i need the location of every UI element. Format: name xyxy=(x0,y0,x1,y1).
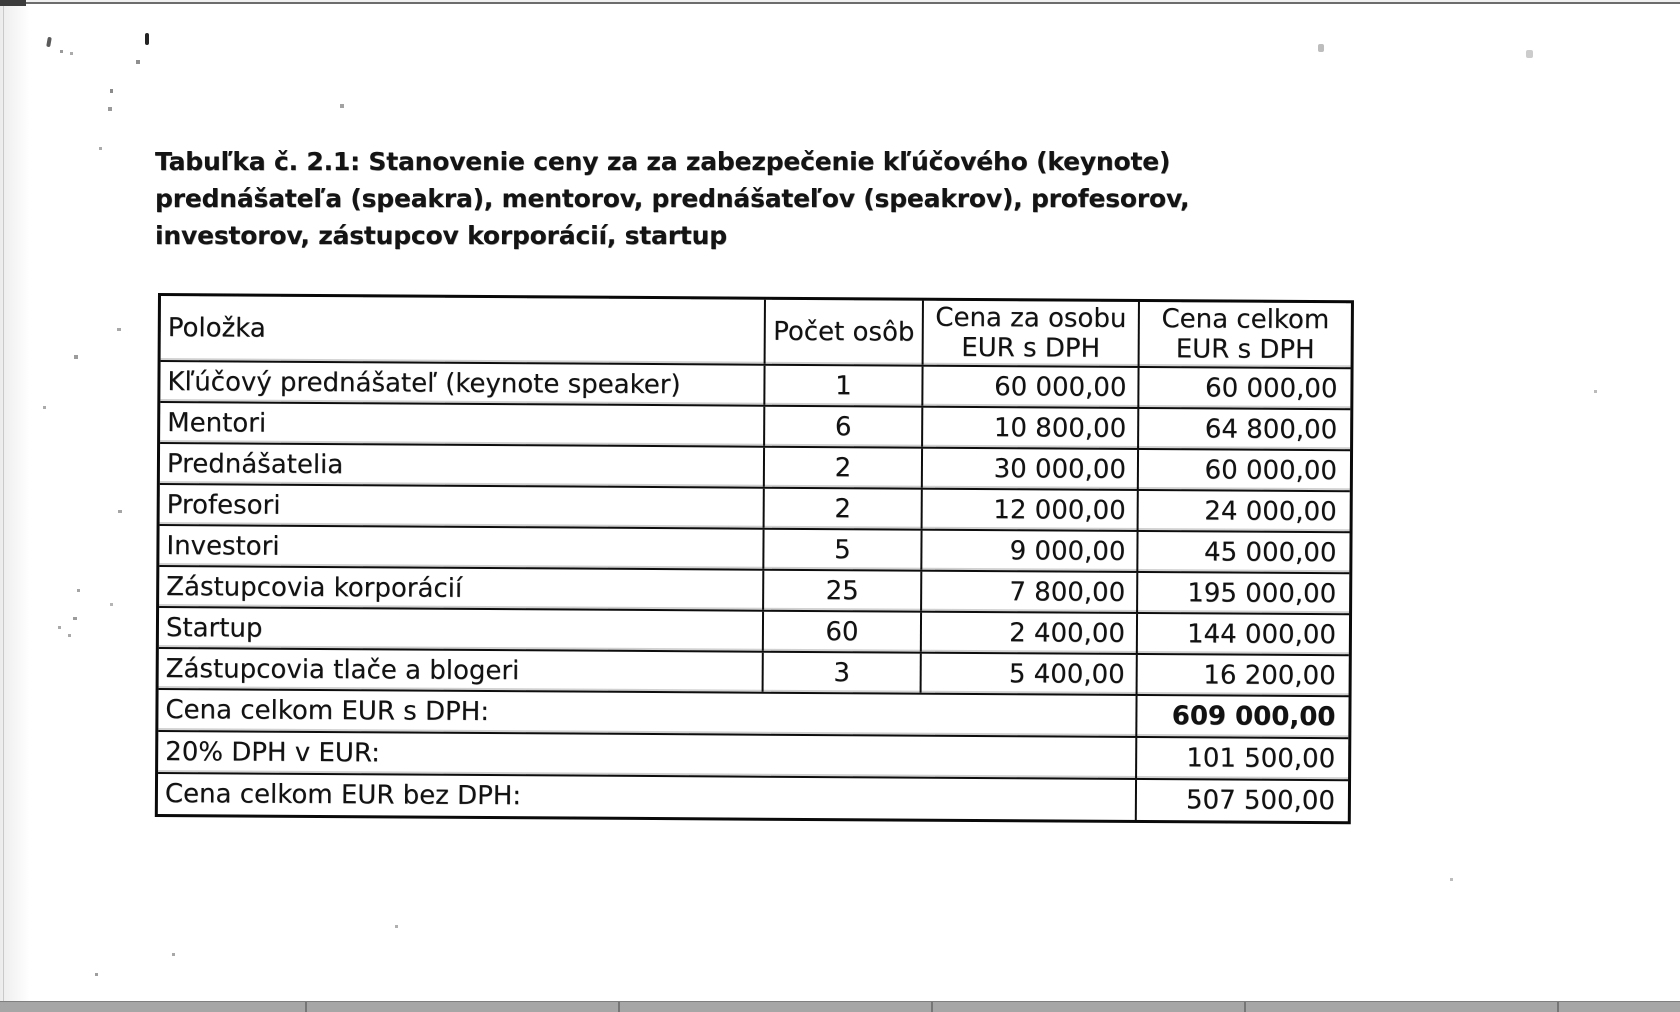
cell-count: 60 xyxy=(764,612,922,652)
scan-speck xyxy=(110,89,113,93)
summary-value: 101 500,00 xyxy=(1186,743,1336,775)
cell-unit-price: 60 000,00 xyxy=(923,367,1139,407)
scan-speck xyxy=(70,52,73,55)
table-row xyxy=(160,360,1350,408)
summary-value: 609 000,00 xyxy=(1171,701,1336,733)
table-row xyxy=(160,483,1350,531)
table-header-row xyxy=(161,296,1351,367)
cell-unit-price: 9 000,00 xyxy=(922,531,1138,571)
scan-speck xyxy=(340,104,344,108)
header-total-line-1: Cena celkom xyxy=(1161,304,1330,336)
scan-speck xyxy=(395,925,398,928)
table-row xyxy=(159,565,1349,613)
scan-speck xyxy=(118,510,122,513)
cell-total: 144 000,00 xyxy=(1186,618,1337,650)
scan-speck xyxy=(60,50,63,53)
scan-speck xyxy=(77,589,80,592)
table-title-line-1: Tabuľka č. 2.1: Stanovenie ceny za za zabezpečenie kľúčového (keynote) xyxy=(155,147,1171,176)
cell-item: Prednášatelia xyxy=(160,444,765,487)
cell-unit-price: 12 000,00 xyxy=(923,490,1139,530)
bottom-edge-tick xyxy=(618,1002,620,1012)
cell-total: 16 200,00 xyxy=(1203,659,1336,691)
header-cell-unit-price xyxy=(924,301,1140,366)
header-unit-price-line-2: EUR s DPH xyxy=(961,332,1101,364)
pricing-table xyxy=(155,293,1354,824)
bottom-edge-tick xyxy=(931,1002,933,1012)
cell-count: 6 xyxy=(765,407,923,447)
header-cell-item: Položka xyxy=(161,296,766,364)
scan-speck xyxy=(99,147,102,150)
header-total-line-2: EUR s DPH xyxy=(1175,334,1315,366)
cell-item: Mentori xyxy=(160,403,765,446)
cell-item: Startup xyxy=(159,608,764,651)
page-left-edge-shading xyxy=(0,0,30,1012)
scan-speck xyxy=(58,626,61,629)
scan-speck xyxy=(1526,50,1533,58)
cell-total: 195 000,00 xyxy=(1187,577,1337,609)
summary-row-total-with-vat xyxy=(158,688,1348,737)
cell-count: 25 xyxy=(764,571,922,611)
table-row xyxy=(159,606,1349,654)
scan-speck xyxy=(95,973,98,976)
scan-speck xyxy=(73,617,77,620)
cell-item: Profesori xyxy=(160,485,765,528)
scan-speck xyxy=(117,328,121,331)
bottom-edge-tick xyxy=(1244,1002,1246,1012)
header-unit-price-line-1: Cena za osobu xyxy=(935,302,1127,334)
scan-speck xyxy=(136,60,140,64)
page-top-edge-line xyxy=(0,2,1680,4)
cell-count: 5 xyxy=(764,530,922,570)
scan-speck xyxy=(68,634,71,637)
scan-speck xyxy=(46,37,52,48)
table-title-line-2: prednášateľa (speakra), mentorov, prednášateľov (speakrov), profesorov, xyxy=(155,184,1190,213)
scan-speck xyxy=(172,953,175,956)
page-bottom-edge xyxy=(0,1001,1680,1012)
scan-speck xyxy=(145,33,149,45)
table-row xyxy=(160,401,1350,449)
scan-speck xyxy=(1450,878,1453,881)
header-cell-total xyxy=(1140,302,1351,367)
summary-label: 20% DPH v EUR: xyxy=(158,732,1137,778)
summary-row-vat-amount xyxy=(158,730,1348,779)
cell-total: 60 000,00 xyxy=(1204,454,1338,486)
cell-unit-price: 30 000,00 xyxy=(923,449,1139,489)
cell-unit-price: 5 400,00 xyxy=(922,654,1138,694)
scan-speck xyxy=(1318,44,1324,52)
summary-label: Cena celkom EUR s DPH: xyxy=(158,690,1137,736)
table-row xyxy=(160,442,1350,490)
scan-speck xyxy=(1594,390,1597,393)
scan-speck xyxy=(43,406,46,409)
header-cell-count: Počet osôb xyxy=(766,300,924,365)
summary-label: Cena celkom EUR bez DPH: xyxy=(158,774,1137,820)
bottom-edge-tick xyxy=(1557,1002,1559,1012)
cell-item: Investori xyxy=(159,526,764,569)
table-row xyxy=(159,647,1349,695)
scan-speck xyxy=(108,107,112,111)
cell-item: Zástupcovia korporácií xyxy=(159,567,764,610)
cell-item: Zástupcovia tlače a blogeri xyxy=(159,649,764,692)
table-title-line-3: investorov, zástupcov korporácií, startup xyxy=(155,221,727,250)
cell-unit-price: 2 400,00 xyxy=(922,613,1138,653)
cell-count: 1 xyxy=(765,366,923,406)
scan-speck xyxy=(110,603,113,606)
page-top-corner-mark xyxy=(0,0,26,6)
cell-total: 60 000,00 xyxy=(1205,372,1338,404)
cell-item: Kľúčový prednášateľ (keynote speaker) xyxy=(160,362,765,405)
table-title xyxy=(155,143,1215,254)
page-left-edge-line xyxy=(3,0,4,1012)
cell-count: 2 xyxy=(765,448,923,488)
scan-speck xyxy=(74,355,78,359)
cell-count: 2 xyxy=(765,489,923,529)
summary-row-total-without-vat xyxy=(158,772,1348,821)
cell-unit-price: 7 800,00 xyxy=(922,572,1138,612)
cell-total: 64 800,00 xyxy=(1204,413,1338,445)
cell-unit-price: 10 800,00 xyxy=(923,408,1139,448)
cell-total: 45 000,00 xyxy=(1204,536,1337,568)
bottom-edge-tick xyxy=(305,1002,307,1012)
cell-total: 24 000,00 xyxy=(1204,495,1337,527)
cell-count: 3 xyxy=(764,653,922,693)
summary-value: 507 500,00 xyxy=(1185,785,1336,817)
table-row xyxy=(159,524,1349,572)
